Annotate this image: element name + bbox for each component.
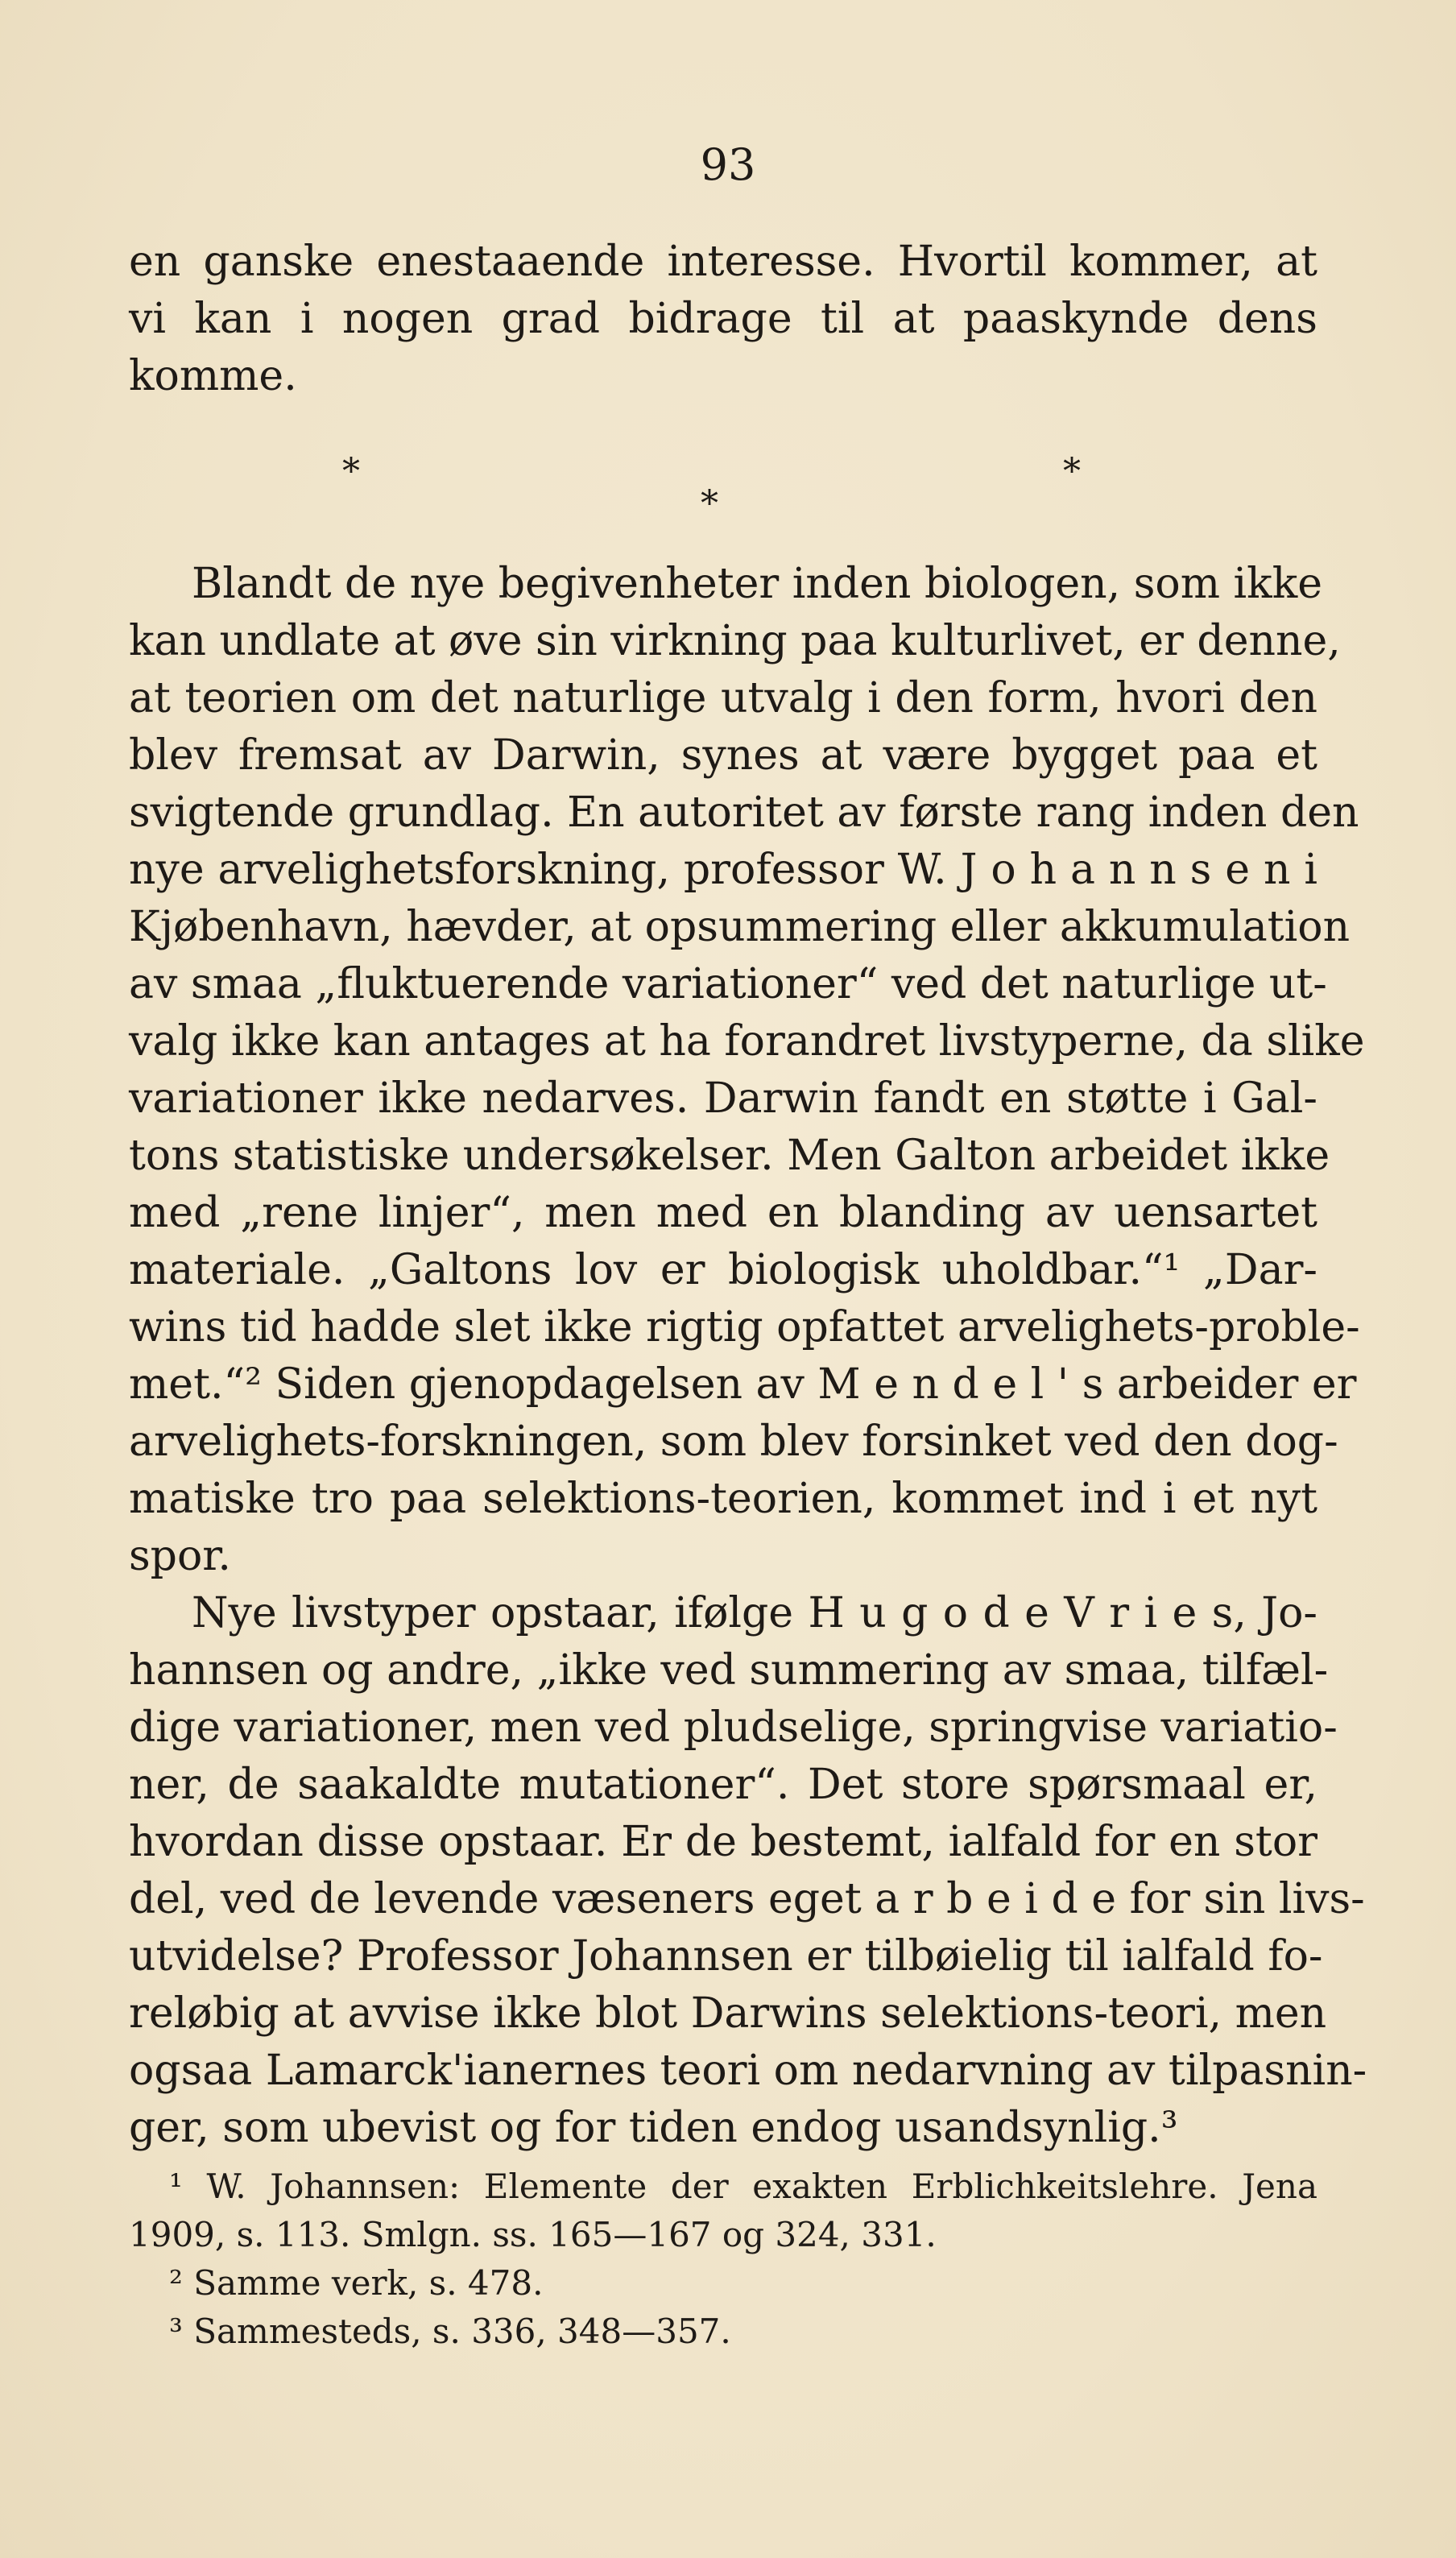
text-line: ner, de saakaldte mutationer“. Det store spørsmaal er, bbox=[129, 1761, 1317, 1809]
text-line: wins tid hadde slet ikke rigtig opfattet arvelighets-proble- bbox=[129, 1303, 1360, 1351]
text-line: svigtende grundlag. En autoritet av første rang inden den bbox=[129, 789, 1359, 837]
text-line: Blandt de nye begivenheter inden biologen, som ikke bbox=[192, 560, 1322, 608]
text-line: matiske tro paa selektions-teorien, kommet ind i et nyt bbox=[129, 1475, 1317, 1523]
text-line: met.“² Siden gjenopdagelsen av M e n d e l ' s arbeider er bbox=[129, 1360, 1357, 1409]
page-number: 93 bbox=[700, 139, 756, 190]
text-line: hvordan disse opstaar. Er de bestemt, ialfald for en stor bbox=[129, 1818, 1317, 1866]
text-line: materiale. „Galtons lov er biologisk uholdbar.“¹ „Dar- bbox=[129, 1246, 1317, 1294]
footnote-line: 1909, s. 113. Smlgn. ss. 165—167 og 324, 331. bbox=[129, 2215, 937, 2254]
text-line: Kjøbenhavn, hævder, at opsummering eller akkumulation bbox=[129, 903, 1351, 951]
text-line: Nye livstyper opstaar, ifølge H u g o d e V r i e s, Jo- bbox=[192, 1589, 1317, 1637]
text-line: med „rene linjer“, men med en blanding av uensartet bbox=[129, 1189, 1317, 1237]
text-line: dige variationer, men ved pludselige, springvise variatio- bbox=[129, 1703, 1338, 1752]
opening-text bbox=[129, 234, 1317, 405]
text-line: vi kan i nogen grad bidrage til at paaskynde dens bbox=[129, 295, 1317, 343]
text-line: kan undlate at øve sin virkning paa kulturlivet, er denne, bbox=[129, 617, 1341, 665]
text-line: nye arvelighetsforskning, professor W. J o h a n n s e n i bbox=[129, 846, 1317, 894]
text-line: valg ikke kan antages at ha forandret livstyperne, da slike bbox=[129, 1017, 1365, 1066]
paragraph-2 bbox=[129, 1585, 1367, 2157]
text-line: del, ved de levende væseners eget a r b e i d e for sin livs- bbox=[129, 1875, 1365, 1923]
text-line: variationer ikke nedarves. Darwin fandt en støtte i Gal- bbox=[129, 1074, 1317, 1123]
body-text bbox=[129, 556, 1367, 2157]
text-line: komme. bbox=[129, 352, 297, 400]
text-line: at teorien om det naturlige utvalg i den form, hvori den bbox=[129, 674, 1317, 722]
text-line: spor. bbox=[129, 1532, 231, 1580]
section-separator bbox=[0, 451, 1456, 540]
text-line: ogsaa Lamarck'ianernes teori om nedarvning av tilpasnin- bbox=[129, 2047, 1367, 2095]
text-line: hannsen og andre, „ikke ved summering av smaa, tilfæl- bbox=[129, 1646, 1329, 1695]
paragraph-1 bbox=[129, 556, 1365, 1585]
footnotes bbox=[129, 2163, 1317, 2356]
text-line: arvelighets-forskningen, som blev forsinket ved den dog- bbox=[129, 1418, 1338, 1466]
text-line: en ganske enestaaende interesse. Hvortil kommer, at bbox=[129, 238, 1317, 286]
asterisk: * bbox=[342, 451, 360, 492]
footnote-line: ² Samme verk, s. 478. bbox=[169, 2263, 544, 2303]
text-line: av smaa „fluktuerende variationer“ ved det naturlige ut- bbox=[129, 960, 1327, 1008]
text-line: tons statistiske undersøkelser. Men Galton arbeidet ikke bbox=[129, 1132, 1330, 1180]
footnote-line: ¹ W. Johannsen: Elemente der exakten Erblichkeitslehre. Jena bbox=[169, 2167, 1317, 2206]
text-line: ger, som ubevist og for tiden endog usandsynlig.³ bbox=[129, 2104, 1178, 2152]
asterisk: * bbox=[1063, 451, 1081, 492]
footnote-line: ³ Sammesteds, s. 336, 348—357. bbox=[169, 2312, 731, 2351]
text-line: blev fremsat av Darwin, synes at være bygget paa et bbox=[129, 731, 1317, 780]
asterisk: * bbox=[701, 483, 718, 524]
text-line: utvidelse? Professor Johannsen er tilbøielig til ialfald fo- bbox=[129, 1932, 1323, 1981]
text-line: reløbig at avvise ikke blot Darwins selektions-teori, men bbox=[129, 1989, 1327, 2038]
